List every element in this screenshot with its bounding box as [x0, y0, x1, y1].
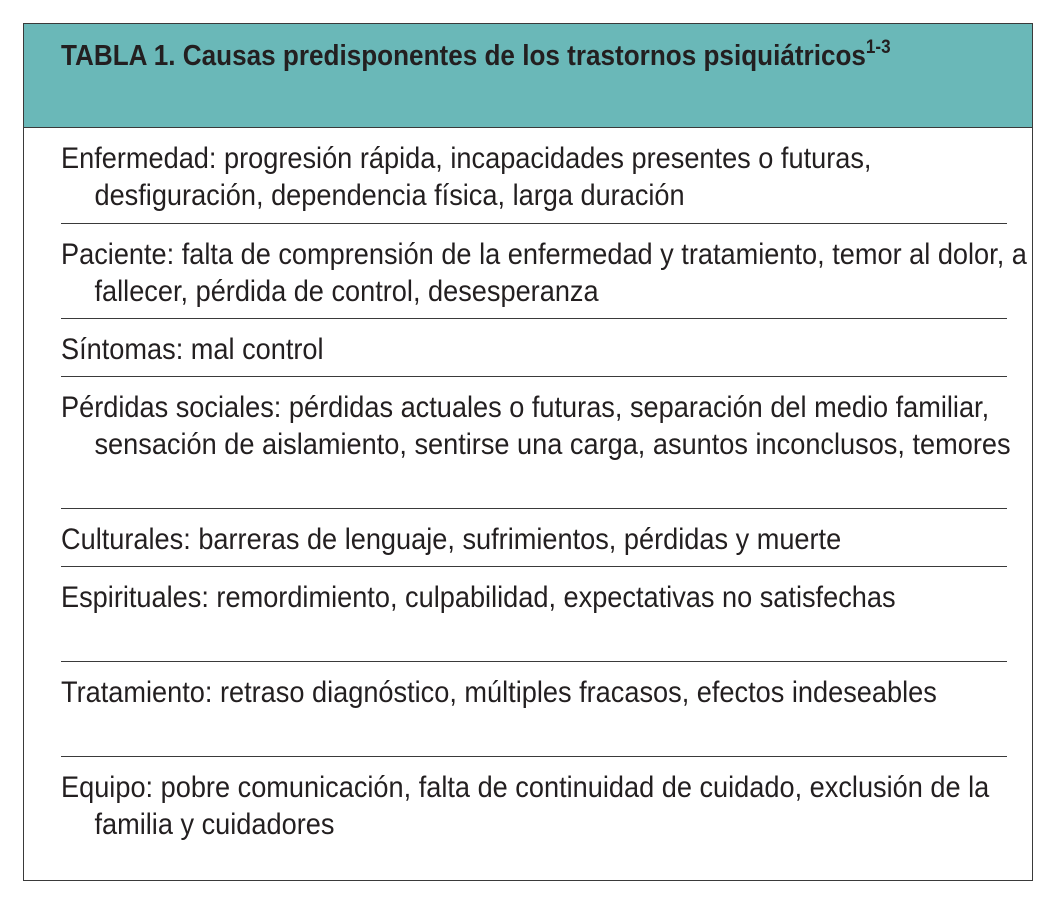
row-text: mal control	[190, 333, 324, 366]
row-label: Culturales	[61, 523, 184, 556]
row-label: Tratamiento	[61, 676, 205, 709]
row-label: Síntomas	[61, 333, 176, 366]
table-row-culturales: Culturales: barreras de lenguaje, sufrimientos, pérdidas y muerte	[61, 508, 1007, 566]
row-label: Equipo	[61, 771, 146, 804]
table-title-text: TABLA 1. Causas predisponentes de los trastornos psiquiátricos	[61, 40, 866, 72]
table-title	[61, 39, 997, 73]
row-text: progresión rápida, incapacidades presentes o futuras, desfiguración, dependencia física, larga duración	[94, 142, 872, 212]
row-text: retraso diagnóstico, múltiples fracasos, efectos indeseables	[219, 676, 937, 709]
table-row-perdidas-sociales: Pérdidas sociales: pérdidas actuales o futuras, separación del medio familiar, sensación de aislamiento, sentirse una carga, asuntos inconclusos, temores	[61, 376, 1007, 508]
row-text: falta de comprensión de la enfermedad y tratamiento, temor al dolor, a fallecer, pérdida de control, desesperanza	[94, 238, 1027, 308]
row-text: pérdidas actuales o futuras, separación del medio familiar, sensación de aislamiento, sentirse una carga, asuntos inconclusos, temores	[94, 391, 1011, 461]
row-label: Espirituales	[61, 581, 202, 614]
row-label: Paciente	[61, 238, 167, 271]
table-rows	[24, 128, 1032, 854]
table-row-espirituales: Espirituales: remordimiento, culpabilidad, expectativas no satisfechas	[61, 566, 1007, 661]
row-text: remordimiento, culpabilidad, expectativas no satisfechas	[216, 581, 896, 614]
row-label: Pérdidas sociales	[61, 391, 274, 424]
table-row-tratamiento: Tratamiento: retraso diagnóstico, múltiples fracasos, efectos indeseables	[61, 661, 1007, 756]
row-text: pobre comunicación, falta de continuidad de cuidado, exclusión de la familia y cuidadores	[94, 771, 990, 841]
table-header	[24, 24, 1032, 128]
table-box	[23, 23, 1033, 881]
row-text: barreras de lenguaje, sufrimientos, pérdidas y muerte	[198, 523, 842, 556]
table-row-equipo: Equipo: pobre comunicación, falta de continuidad de cuidado, exclusión de la familia y cuidadores	[61, 756, 1007, 854]
row-label: Enfermedad	[61, 142, 209, 175]
table-row-paciente: Paciente: falta de comprensión de la enfermedad y tratamiento, temor al dolor, a fallecer, pérdida de control, desesperanza	[61, 223, 1007, 318]
table-row-enfermedad: Enfermedad: progresión rápida, incapacidades presentes o futuras, desfiguración, dependencia física, larga duración	[61, 142, 872, 212]
table-title-references: 1-3	[865, 37, 891, 58]
table-row-sintomas: Síntomas: mal control	[61, 318, 1007, 376]
